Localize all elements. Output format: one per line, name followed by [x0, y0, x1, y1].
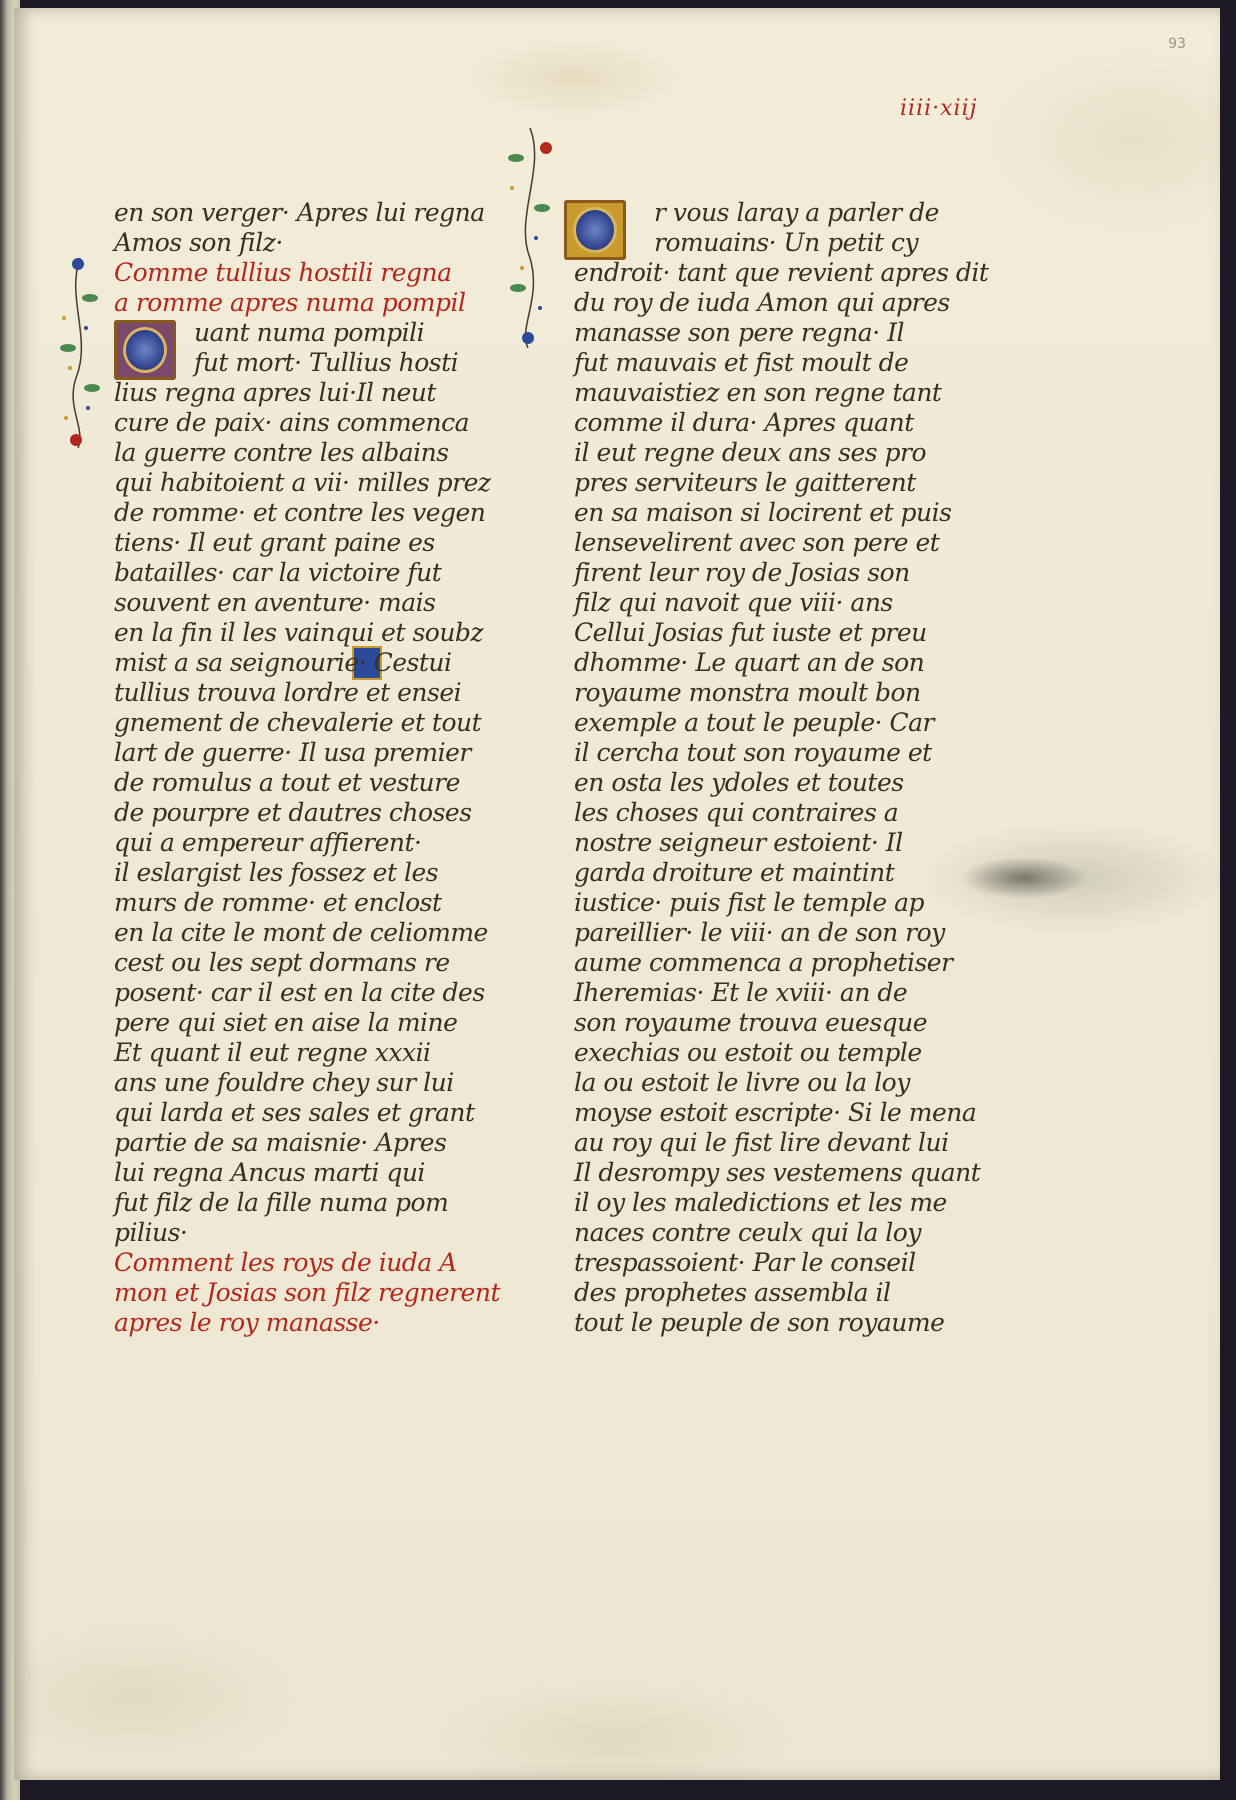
text-line: exemple a tout le peuple· Car	[574, 708, 934, 737]
text-line: mauvaistiez en son regne tant	[574, 378, 942, 407]
text-line: comme il dura· Apres quant	[574, 408, 914, 437]
text-line: en son verger· Apres lui regna	[114, 198, 485, 227]
text-line: moyse estoit escripte· Si le mena	[574, 1098, 977, 1127]
text-line: partie de sa maisnie· Apres	[114, 1128, 447, 1157]
text-line: du roy de iuda Amon qui apres	[574, 288, 950, 317]
rubric-line: mon et Josias son filz regnerent	[114, 1278, 501, 1307]
text-line: cure de paix· ains commenca	[114, 408, 469, 437]
text-line: batailles· car la victoire fut	[114, 558, 442, 587]
text-line: au roy qui le fist lire devant lui	[574, 1128, 949, 1157]
text-line: manasse son pere regna· Il	[574, 318, 904, 347]
text-line: garda droiture et maintint	[574, 858, 895, 887]
text-line: cest ou les sept dormans re	[114, 948, 450, 977]
text-line: posent· car il est en la cite des	[114, 978, 485, 1007]
text-line: lensevelirent avec son pere et	[574, 528, 940, 557]
text-line: il cercha tout son royaume et	[574, 738, 932, 767]
floral-border-ornament	[506, 128, 552, 348]
text-line: il oy les maledictions et les me	[574, 1188, 947, 1217]
text-line: gnement de chevalerie et tout	[114, 708, 482, 737]
rubric-line: Comme tullius hostili regna	[114, 258, 452, 287]
text-line: firent leur roy de Josias son	[574, 558, 910, 587]
text-line: aume commenca a prophetiser	[574, 948, 953, 977]
text-line: souvent en aventure· mais	[114, 588, 436, 617]
text-line: Iheremias· Et le xviii· an de	[574, 978, 908, 1007]
text-line: naces contre ceulx qui la loy	[574, 1218, 921, 1247]
text-line: fut mort· Tullius hosti	[194, 348, 459, 377]
text-line: qui habitoient a vii· milles prez	[114, 468, 491, 497]
text-line: en sa maison si locirent et puis	[574, 498, 952, 527]
text-line: pilius·	[114, 1218, 188, 1247]
text-line: en osta les ydoles et toutes	[574, 768, 904, 797]
text-line: fut mauvais et fist moult de	[574, 348, 909, 377]
text-line: ans une fouldre chey sur lui	[114, 1068, 454, 1097]
running-head: iiii·xiij	[900, 96, 978, 121]
text-line: il eslargist les fossez et les	[114, 858, 439, 887]
text-line: les choses qui contraires a	[574, 798, 899, 827]
text-line: filz qui navoit que viii· ans	[574, 588, 893, 617]
rubric-line: Comment les roys de iuda A	[114, 1248, 457, 1277]
text-line: qui a empereur affierent·	[114, 828, 422, 857]
folio-number: 93	[1168, 36, 1186, 52]
text-line: pareillier· le viii· an de son roy	[574, 918, 945, 947]
text-line: lart de guerre· Il usa premier	[114, 738, 471, 767]
text-line: murs de romme· et enclost	[114, 888, 442, 917]
text-line: Et quant il eut regne xxxii	[114, 1038, 431, 1067]
text-line: il eut regne deux ans ses pro	[574, 438, 927, 467]
text-line: la guerre contre les albains	[114, 438, 449, 467]
text-line: qui larda et ses sales et grant	[114, 1098, 475, 1127]
text-line: nostre seigneur estoient· Il	[574, 828, 903, 857]
text-line: Amos son filz·	[114, 228, 283, 257]
text-line: des prophetes assembla il	[574, 1278, 891, 1307]
text-line: tullius trouva lordre et ensei	[114, 678, 462, 707]
text-line: dhomme· Le quart an de son	[574, 648, 925, 677]
rubric-line: apres le roy manasse·	[114, 1308, 380, 1337]
text-line: endroit· tant que revient apres dit	[574, 258, 989, 287]
text-line: trespassoient· Par le conseil	[574, 1248, 916, 1277]
text-line: pere qui siet en aise la mine	[114, 1008, 458, 1037]
text-line: la ou estoit le livre ou la loy	[574, 1068, 910, 1097]
text-line: fut filz de la fille numa pom	[114, 1188, 449, 1217]
manuscript-folio	[14, 8, 1220, 1780]
text-line: iustice· puis fist le temple ap	[574, 888, 925, 917]
text-line: pres serviteurs le gaitterent	[574, 468, 916, 497]
text-line: r vous laray a parler de	[654, 198, 939, 227]
text-line: de romulus a tout et vesture	[114, 768, 460, 797]
text-line: Cellui Josias fut iuste et preu	[574, 618, 927, 647]
text-line: Il desrompy ses vestemens quant	[574, 1158, 981, 1187]
text-line: tout le peuple de son royaume	[574, 1308, 945, 1337]
text-line: uant numa pompili	[194, 318, 425, 347]
text-line: de romme· et contre les vegen	[114, 498, 486, 527]
text-line: exechias ou estoit ou temple	[574, 1038, 922, 1067]
text-line: tiens· Il eut grant paine es	[114, 528, 435, 557]
text-line: lui regna Ancus marti qui	[114, 1158, 425, 1187]
text-line: lius regna apres lui·Il neut	[114, 378, 436, 407]
text-line: royaume monstra moult bon	[574, 678, 921, 707]
text-line: mist a sa seignourie· Cestui	[114, 648, 452, 677]
rubric-line: a romme apres numa pompil	[114, 288, 466, 317]
text-line: en la fin il les vainqui et soubz	[114, 618, 484, 647]
right-text-column	[574, 198, 989, 1338]
text-line: son royaume trouva euesque	[574, 1008, 928, 1037]
text-line: en la cite le mont de celiomme	[114, 918, 488, 947]
text-line: de pourpre et dautres choses	[114, 798, 472, 827]
text-line: romuains· Un petit cy	[654, 228, 919, 257]
floral-border-ornament	[56, 258, 102, 448]
left-text-column	[114, 198, 504, 1338]
